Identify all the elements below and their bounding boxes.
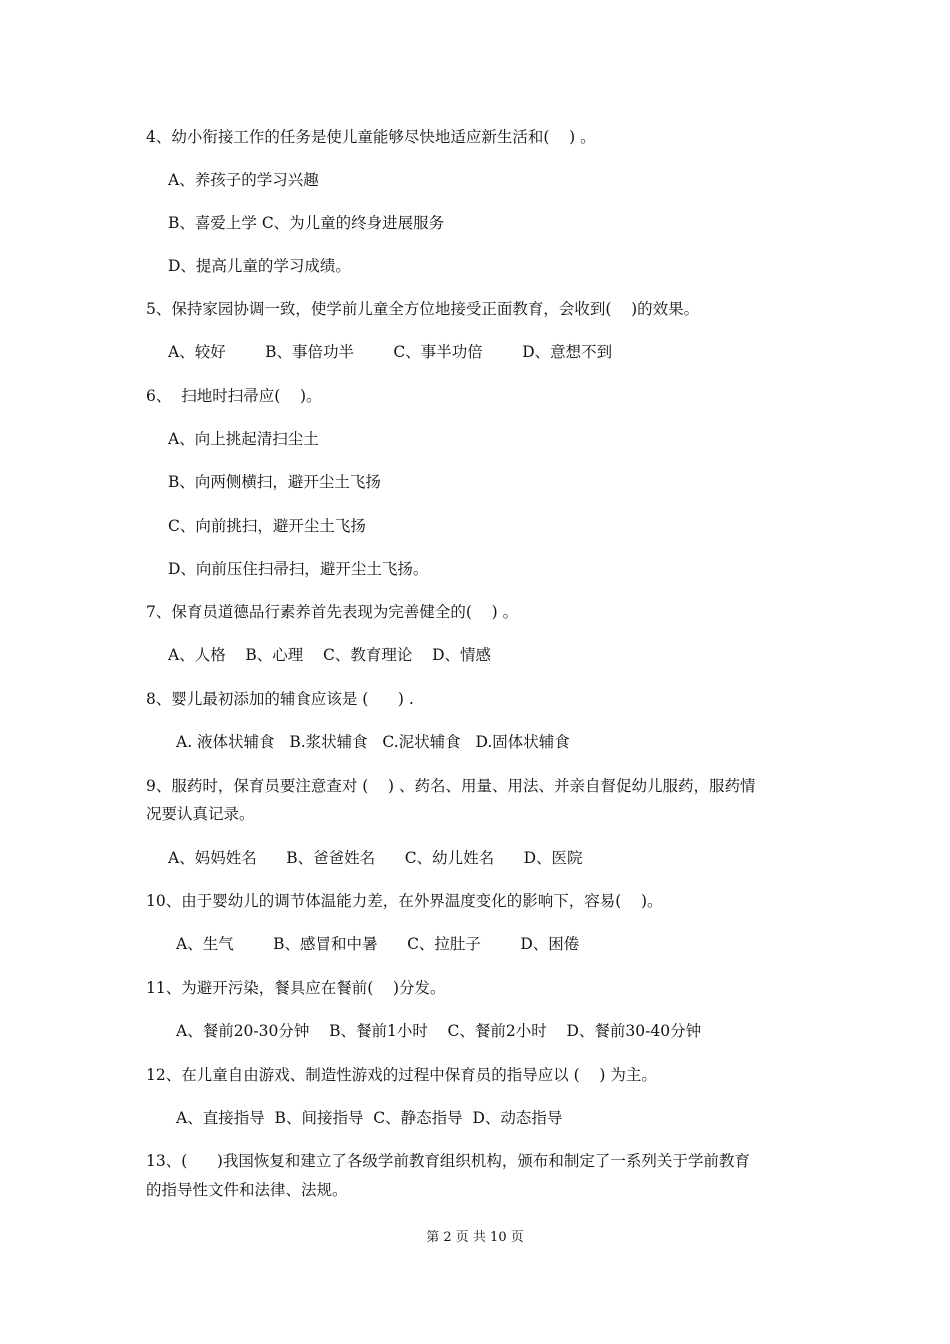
question-12: 12、在儿童自由游戏、制造性游戏的过程中保育员的指导应以 ( ) 为主。	[146, 1066, 657, 1084]
question-5: 5、保持家园协调一致，使学前儿童全方位地接受正面教育，会收到( )的效果。	[146, 300, 700, 318]
question-13-line-2: 的指导性文件和法律、法规。	[146, 1181, 348, 1199]
question-10: 10、由于婴幼儿的调节体温能力差，在外界温度变化的影响下，容易( )。	[146, 892, 663, 910]
question-12-options: A、直接指导 B、间接指导 C、静态指导 D、动态指导	[176, 1109, 563, 1127]
page-footer: 第 2 页 共 10 页	[426, 1230, 524, 1245]
question-8-options: A. 液体状辅食 B.浆状辅食 C.泥状辅食 D.固体状辅食	[176, 733, 570, 751]
question-7-options: A、人格 B、心理 C、教育理论 D、情感	[168, 646, 491, 664]
question-9-options: A、妈妈姓名 B、爸爸姓名 C、幼儿姓名 D、医院	[168, 849, 583, 867]
question-8: 8、婴儿最初添加的辅食应该是 ( ) .	[146, 690, 414, 708]
question-11: 11、为避开污染，餐具应在餐前( )分发。	[146, 979, 446, 997]
question-10-options: A、生气 B、感冒和中暑 C、拉肚子 D、困倦	[176, 935, 580, 953]
question-6: 6、 扫地时扫帚应( )。	[146, 387, 322, 405]
question-5-options: A、较好 B、事倍功半 C、事半功倍 D、意想不到	[168, 343, 613, 361]
question-4-option-d: D、提高儿童的学习成绩。	[168, 257, 351, 275]
question-4-option-bc: B、喜爱上学 C、为儿童的终身进展服务	[168, 214, 445, 232]
question-6-option-d: D、向前压住扫帚扫，避开尘土飞扬。	[168, 560, 429, 578]
question-6-option-b: B、向两侧横扫，避开尘土飞扬	[168, 473, 381, 491]
question-7: 7、保育员道德品行素养首先表现为完善健全的( ) 。	[146, 603, 519, 621]
question-4: 4、幼小衔接工作的任务是使儿童能够尽快地适应新生活和( ) 。	[146, 128, 596, 146]
question-9-line-1: 9、服药时，保育员要注意查对 ( ) 、药名、用量、用法、并亲自督促幼儿服药，服药情	[146, 777, 756, 795]
question-4-option-a: A、养孩子的学习兴趣	[168, 171, 319, 189]
question-13-line-1: 13、( )我国恢复和建立了各级学前教育组织机构，颁布和制定了一系列关于学前教育	[146, 1152, 750, 1170]
question-11-options: A、餐前20-30分钟 B、餐前1小时 C、餐前2小时 D、餐前30-40分钟	[176, 1022, 702, 1040]
question-6-option-c: C、向前挑扫，避开尘土飞扬	[168, 517, 366, 535]
question-6-option-a: A、向上挑起清扫尘土	[168, 430, 319, 448]
question-9-line-2: 况要认真记录。	[146, 805, 255, 823]
